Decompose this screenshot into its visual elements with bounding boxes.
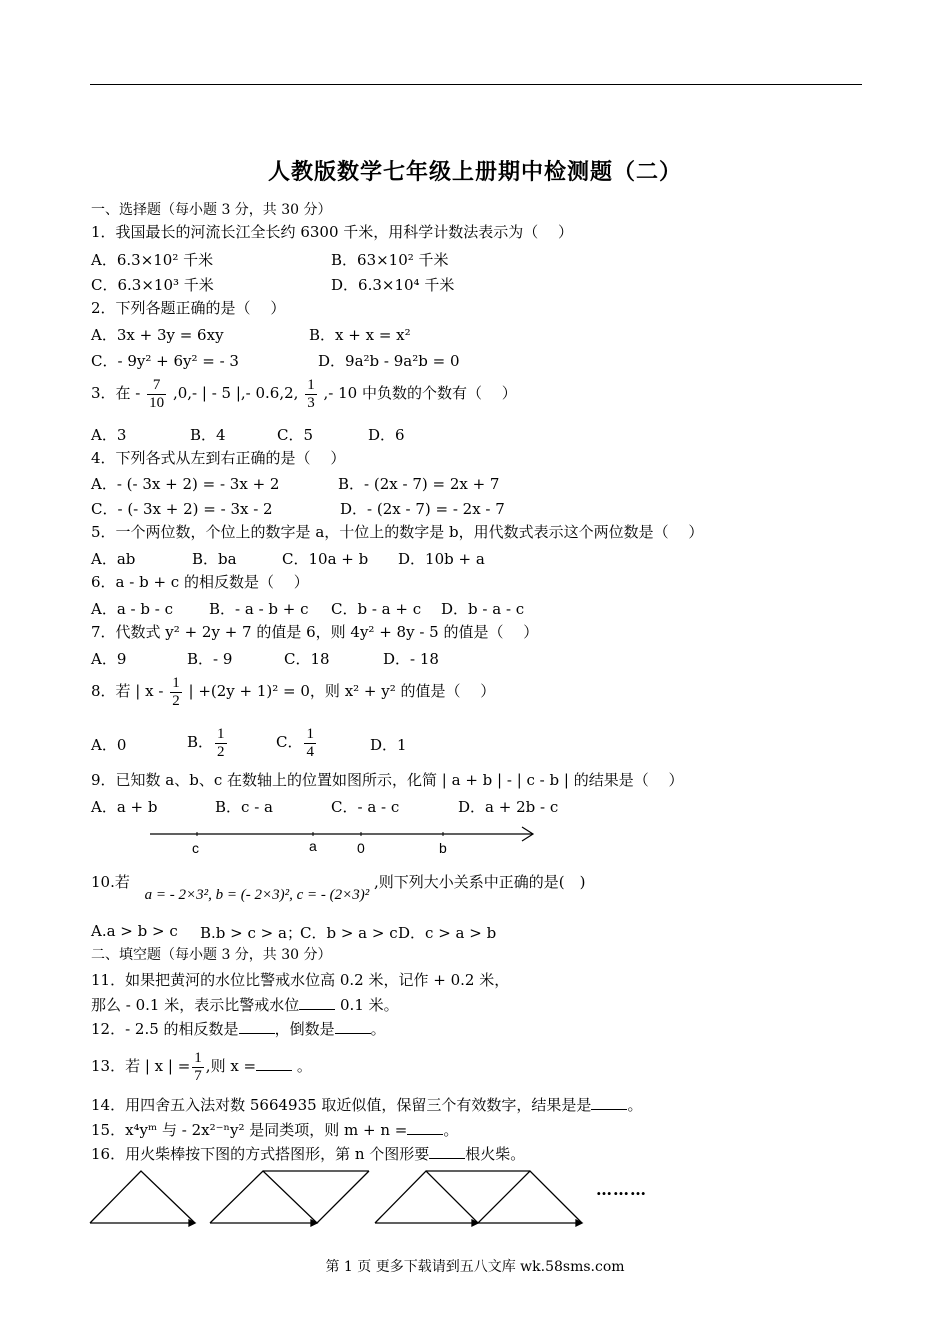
q9-option-d: D．a + 2b - c [458,798,559,816]
q5-option-c: C．10a + b [282,550,369,568]
axis-label-0: 0 [357,840,365,856]
q1-option-c: C．6.3×10³ 千米 [91,276,214,294]
header-rule [90,84,862,85]
q2-option-c: C．- 9y² + 6y² = - 3 [91,352,239,370]
q3-middle: ,0,- | - 5 |,- 0.6,2, [172,384,299,402]
q8-option-a: A．0 [91,736,127,754]
q12-line: 12．- 2.5 的相反数是 ，倒数是 。 [91,1020,386,1038]
q8-prefix: 8．若 | x - [91,682,164,700]
q7-option-c: C．18 [284,650,330,668]
q16-blank[interactable] [429,1144,465,1159]
q11-line-2: 那么 - 0.1 米，表示比警戒水位 0.1 米。 [91,996,399,1014]
q9-option-c: C．- a - c [331,798,400,816]
q2-option-a: A．3x + 3y = 6xy [91,326,224,344]
q10-option-a: A.a > b > c [91,922,178,940]
q1-option-d: D．6.3×10⁴ 千米 [331,276,455,294]
q3-option-c: C．5 [277,426,314,444]
q13-line: 13．若 | x | = $\frac{1}{7}$ ,则 x = 。 [91,1049,312,1084]
q7-option-d: D．- 18 [383,650,439,668]
matchstick-figures [85,1165,595,1230]
q5-stem: 5．一个两位数，个位上的数字是 a，十位上的数字是 b，用代数式表示这个两位数是（ ） [91,523,704,541]
q8-suffix: | +(2y + 1)² = 0，则 x² + y² 的值是（ ） [188,682,496,700]
q3-option-b: B．4 [190,426,226,444]
q13-blank[interactable] [256,1056,292,1071]
q16-line: 16．用火柴棒按下图的方式搭图形，第 n 个图形要 根火柴。 [91,1145,526,1163]
q3-fraction-2: $\frac{1}{3}$ [307,376,315,411]
q14-line: 14．用四舍五入法对数 5664935 取近似值，保留三个有效数字，结果是是 。 [91,1096,643,1114]
figure-2-triangles [210,1171,369,1226]
q10-prefix: 10.若 [91,873,130,891]
q8-option-b-fraction: $\frac{1}{2}$ [217,725,225,760]
q14-blank[interactable] [591,1095,627,1110]
q1-option-b: B．63×10² 千米 [331,251,449,269]
q10-option-d: D．c > a > b [398,924,497,942]
q2-option-b: B．x + x = x² [309,326,411,344]
q7-stem: 7．代数式 y² + 2y + 7 的值是 6，则 4y² + 8y - 5 的值是（ ） [91,623,539,641]
q8-option-d: D．1 [370,736,407,754]
q10-suffix: ,则下列大小关系中正确的是( ) [374,873,586,891]
q3-option-d: D．6 [368,426,405,444]
page-title: 人教版数学七年级上册期中检测题（二） [267,159,682,185]
q6-stem: 6．a - b + c 的相反数是（ ） [91,573,309,591]
number-line-figure [140,822,550,862]
q10-stem [91,872,586,903]
q12-blank-2[interactable] [335,1019,371,1034]
q10-expression: a = - 2×3², b = (- 2×3)², c = - (2×3)² [144,887,370,903]
q3-stem [91,375,517,412]
figure-1-triangle [90,1171,195,1226]
q2-stem: 2．下列各题正确的是（ ） [91,299,286,317]
q5-option-d: D．10b + a [398,550,485,568]
axis-label-c: c [192,840,199,856]
q8-option-c: C． $\frac{1}{4}$ [276,725,314,760]
q6-option-d: D．b - a - c [441,600,525,618]
q1-stem: 1．我国最长的河流长江全长约 6300 千米，用科学计数法表示为（ ） [91,223,574,241]
q1-option-a: A．6.3×10² 千米 [91,251,214,269]
continuation-dots: ……… [596,1180,647,1199]
q3-suffix: ,- 10 中负数的个数有（ ） [323,384,517,402]
q3-fraction-1: $\frac{7}{10}$ [149,376,165,411]
q6-option-b: B．- a - b + c [209,600,309,618]
q3-prefix: 3．在 - [91,384,141,402]
q6-option-a: A．a - b - c [91,600,173,618]
q12-blank-1[interactable] [239,1019,275,1034]
section-2-heading: 二、填空题（每小题 3 分，共 30 分） [91,947,332,963]
q4-stem: 4．下列各式从左到右正确的是（ ） [91,449,346,467]
q2-option-d: D．9a²b - 9a²b = 0 [318,352,460,370]
q4-option-c: C．- (- 3x + 2) = - 3x - 2 [91,500,273,518]
q10-option-c: C．b > a > c [300,924,398,942]
axis-label-a: a [309,838,317,854]
q9-stem: 9．已知数 a、b、c 在数轴上的位置如图所示，化简 | a + b | - | c - b | 的结果是（ ） [91,771,684,789]
q9-option-b: B．c - a [215,798,273,816]
q4-option-a: A．- (- 3x + 2) = - 3x + 2 [91,475,280,493]
q5-option-a: A．ab [91,550,136,568]
q4-option-d: D．- (2x - 7) = - 2x - 7 [340,500,505,518]
q7-option-a: A．9 [91,650,127,668]
q15-blank[interactable] [407,1120,443,1135]
q15-line: 15．x⁴yᵐ 与 - 2x²⁻ⁿy² 是同类项，则 m + n = 。 [91,1121,459,1139]
page-footer: 第 1 页 更多下载请到五八文库 wk.58sms.com [325,1259,625,1275]
q8-option-c-fraction: $\frac{1}{4}$ [306,725,314,760]
q13-fraction: $\frac{1}{7}$ [194,1049,202,1084]
q6-option-c: C．b - a + c [331,600,422,618]
figure-3-triangles [375,1171,582,1226]
q11-blank[interactable] [299,995,335,1010]
section-1-heading: 一、选择题（每小题 3 分，共 30 分） [91,202,332,218]
q5-option-b: B．ba [192,550,237,568]
q7-option-b: B．- 9 [187,650,233,668]
q8-fraction: $\frac{1}{2}$ [172,674,180,709]
q3-option-a: A．3 [91,426,127,444]
q8-stem [91,672,495,710]
q11-line-1: 11．如果把黄河的水位比警戒水位高 0.2 米，记作 + 0.2 米， [91,971,510,989]
q8-option-b: B． $\frac{1}{2}$ [187,725,225,760]
q9-option-a: A．a + b [91,798,158,816]
axis-label-b: b [439,840,447,856]
q4-option-b: B．- (2x - 7) = 2x + 7 [338,475,500,493]
q10-option-b: B.b > c > a； [200,924,302,942]
